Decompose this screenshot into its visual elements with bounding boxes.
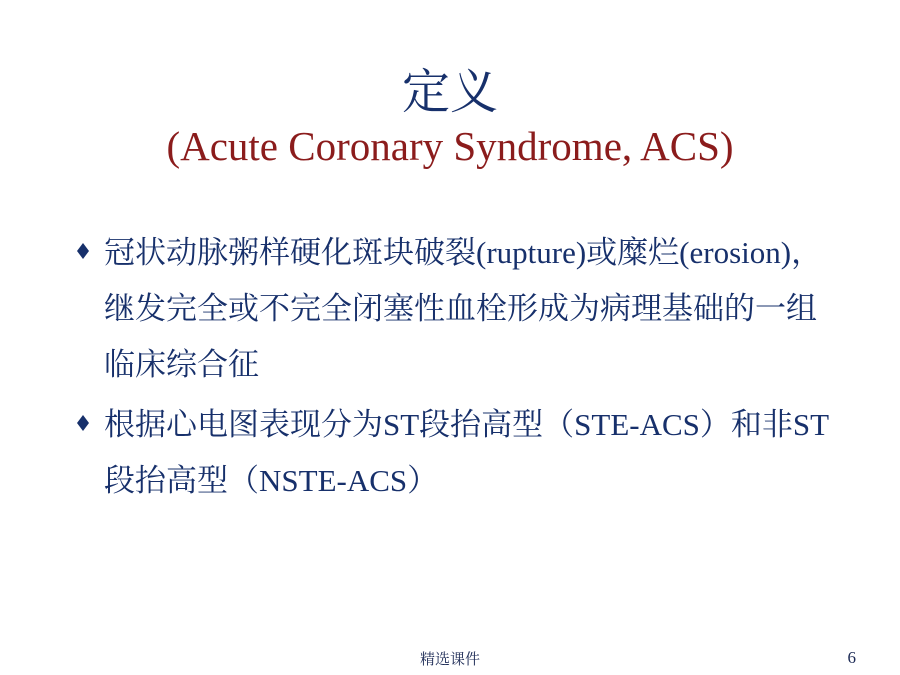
bullet-list: [72, 225, 842, 513]
diamond-bullet-icon: [74, 242, 92, 260]
page-number: 6: [847, 648, 856, 667]
slide-subtitle: (Acute Coronary Syndrome, ACS): [166, 123, 734, 169]
bullet-item: [72, 225, 842, 393]
bullet-text: 根据心电图表现分为ST段抬高型（STE-ACS）和非ST段抬高型（NSTE-ACS）: [104, 407, 830, 498]
footer-label: 精选课件: [419, 650, 480, 668]
title-block: [0, 62, 900, 172]
diamond-bullet-icon: [74, 414, 92, 432]
slide-title: 定义: [401, 66, 498, 119]
bullet-item: [72, 397, 842, 509]
bullet-text: 冠状动脉粥样硬化斑块破裂(rupture)或糜烂(erosion)，继发完全或不完全闭塞性血栓形成为病理基础的一组临床综合征: [104, 235, 823, 382]
